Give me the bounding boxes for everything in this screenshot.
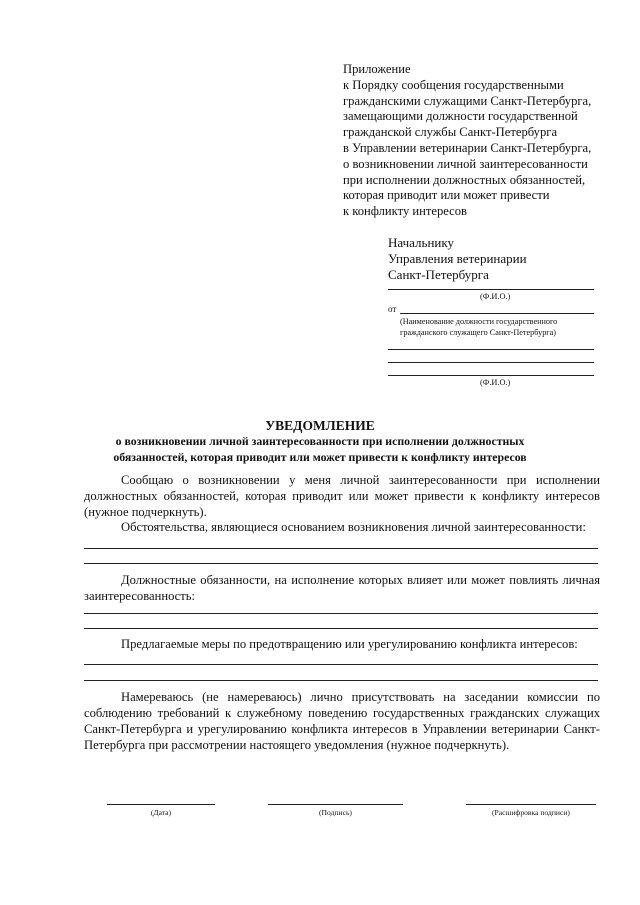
paragraph-attendance: Намереваюсь (не намереваюсь) лично присутствовать на заседании комиссии по соблюдению требований к служебному поведению государственных гражданских служащих Санкт-Петербурга и урегулированию конфликта интересов в Управлении ветеринарии Санкт-Петербурга при рассмотрении настоящего уведомления (нужное подчеркнуть). (84, 690, 600, 752)
paragraph-measures: Предлагаемые меры по предотвращению или урегулированию конфликта интересов: (121, 637, 578, 651)
appendix-line: к конфликту интересов (343, 204, 467, 219)
appendix-line: Приложение (343, 62, 411, 76)
circumstances-field-line-2[interactable] (84, 563, 598, 564)
transcript-caption: (Расшифровка подписи) (492, 808, 570, 817)
notice-subtitle-line-2: обязанностей, которая приводит или может привести к конфликту интересов (113, 450, 527, 464)
appendix-line: гражданскими служащими Санкт-Петербурга, (343, 93, 592, 108)
transcript-field[interactable] (466, 804, 596, 805)
position-field-line-3[interactable] (388, 362, 594, 363)
appendix-line: о возникновении личной заинтересованности (343, 156, 588, 171)
measures-field-line-1[interactable] (84, 664, 598, 665)
paragraph-statement: Сообщаю о возникновении у меня личной заинтересованности при исполнении должностных обязанностей, которая приводит или может привести к конфликту интересов (нужное подчеркнуть). (84, 473, 600, 519)
date-field[interactable] (107, 804, 215, 805)
circumstances-field-line-1[interactable] (84, 548, 598, 549)
notice-subtitle-line-1: о возникновении личной заинтересованности при исполнении должностных (115, 434, 525, 448)
appendix-line: при исполнении должностных обязанностей, (343, 172, 586, 187)
position-hint: (Наименование должности государственного гражданского служащего Санкт-Петербурга) (400, 317, 558, 337)
fio-caption: (Ф.И.О.) (480, 292, 511, 301)
fio-caption: (Ф.И.О.) (480, 378, 511, 387)
signature-caption: (Подпись) (319, 808, 352, 817)
appendix-header (343, 62, 633, 220)
duties-field-line-2[interactable] (84, 628, 598, 629)
paragraph-duties: Должностные обязанности, на исполнение которых влияет или может повлиять личная заинтересованность: (84, 573, 600, 603)
sender-fio-field[interactable] (388, 375, 594, 376)
date-caption: (Дата) (150, 808, 172, 817)
measures-field-line-2[interactable] (84, 680, 598, 681)
appendix-line: которая приводит или может привести (343, 188, 550, 203)
signature-field[interactable] (268, 804, 403, 805)
addressee-line: Начальнику (388, 235, 455, 250)
head-fio-field[interactable] (388, 289, 594, 290)
from-label: от (388, 304, 397, 314)
position-field-line-2[interactable] (388, 349, 594, 350)
appendix-line: в Управлении ветеринарии Санкт-Петербурга, (343, 140, 592, 155)
position-field[interactable] (400, 313, 594, 314)
appendix-line: к Порядку сообщения государственными (343, 77, 564, 92)
appendix-line: гражданской службы Санкт-Петербурга (343, 125, 558, 140)
appendix-line: замещающими должности государственной (343, 109, 578, 124)
duties-field-line-1[interactable] (84, 613, 598, 614)
addressee-line: Управления ветеринарии (388, 250, 527, 266)
notice-title: УВЕДОМЛЕНИЕ (265, 418, 375, 433)
paragraph-circumstances: Обстоятельства, являющиеся основанием возникновения личной заинтересованности: (121, 520, 586, 534)
addressee-line: Санкт-Петербурга (388, 266, 489, 282)
addressee-block (388, 235, 608, 282)
